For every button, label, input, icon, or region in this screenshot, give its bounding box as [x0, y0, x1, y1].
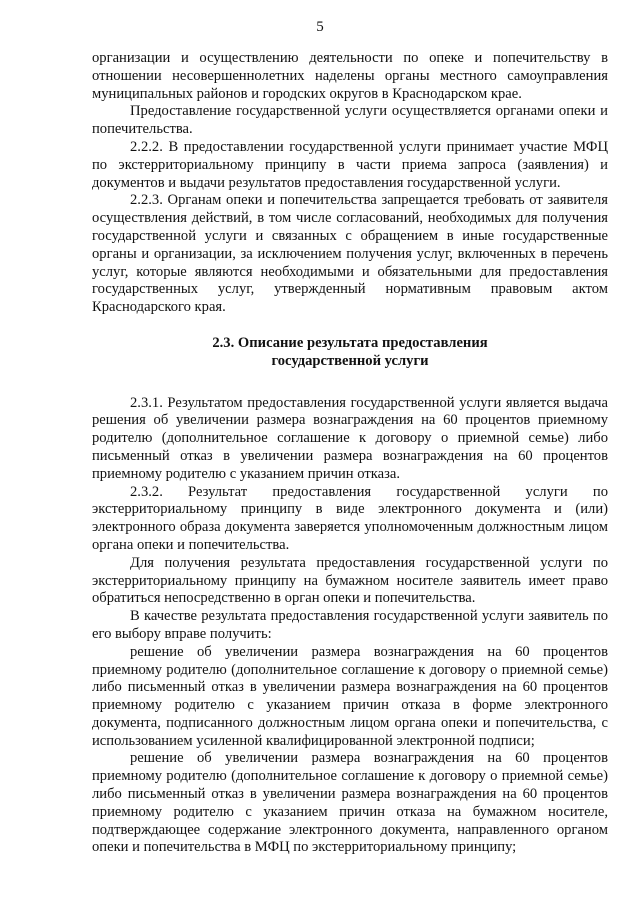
page-number: 5 [316, 19, 324, 35]
paragraph: 2.2.2. В предоставлении государственной услуги принимает участие МФЦ по экстерриториальному принципу в части приема запроса (заявления) и документов и выдачи результатов предоставления государственной услуги. [92, 138, 608, 191]
paragraph: 2.3.2. Результат предоставления государственной услуги по экстерриториальному принципу в виде электронного документа и (или) электронного образа документа заверяется уполномоченным должностным лицом органа опеки и попечительства. [92, 483, 608, 553]
paragraph: 2.2.3. Органам опеки и попечительства запрещается требовать от заявителя осуществления действий, в том числе согласований, необходимых для получения государственной услуги и связанных с обращением в иные государственные органы и организации, за исключением получения услуг, включенных в перечень услуг, которые являются необходимыми и обязательными для предоставления государственных услуг, утвержденный нормативным правовым актом Краснодарского края. [92, 192, 608, 316]
paragraph: организации и осуществлению деятельности по опеке и попечительству в отношении несовершеннолетних наделены органы местного самоуправления муниципальных районов и городских округов в Краснодарском крае. [92, 50, 608, 102]
section-heading-line2: государственной услуги [271, 352, 429, 369]
paragraph: 2.3.1. Результатом предоставления государственной услуги является выдача решения об увеличении размера вознаграждения на 60 процентов приемному родителю (дополнительное соглашение к договору о приемной семье) либо письменный отказ в увеличении размера вознаграждения на 60 процентов приемному родителю с указанием причин отказа. [92, 394, 608, 482]
section-heading [92, 335, 608, 371]
paragraph: В качестве результата предоставления государственной услуги заявитель по его выбору вправе получить: [92, 608, 608, 642]
list-item: решение об увеличении размера вознаграждения на 60 процентов приемному родителю (дополнительное соглашение к договору о приемной семье) либо письменный отказ в увеличении размера вознаграждения на 60 процентов приемному родителю с указанием причин отказа в форме электронного документа, подписанного должностным лицом органа опеки и попечительства, с использованием усиленной квалифицированной электронной подписи; [92, 643, 608, 749]
document-body [92, 50, 608, 857]
paragraph: Для получения результата предоставления государственной услуги по экстерриториальному принципу на бумажном носителе заявитель имеет право обратиться непосредственно в орган опеки и попечительства. [92, 554, 608, 607]
section-heading-line1: 2.3. Описание результата предоставления [212, 334, 488, 351]
list-item: решение об увеличении размера вознаграждения на 60 процентов приемному родителю (дополнительное соглашение к договору о приемной семье) либо письменный отказ в увеличении размера вознаграждения на 60 процентов приемному родителю с указанием причин отказа на бумажном носителе, подтверждающее содержание электронного документа, направленного органом опеки и попечительства в МФЦ по экстерриториальному принципу; [92, 750, 608, 856]
paragraph: Предоставление государственной услуги осуществляется органами опеки и попечительства. [92, 103, 608, 138]
